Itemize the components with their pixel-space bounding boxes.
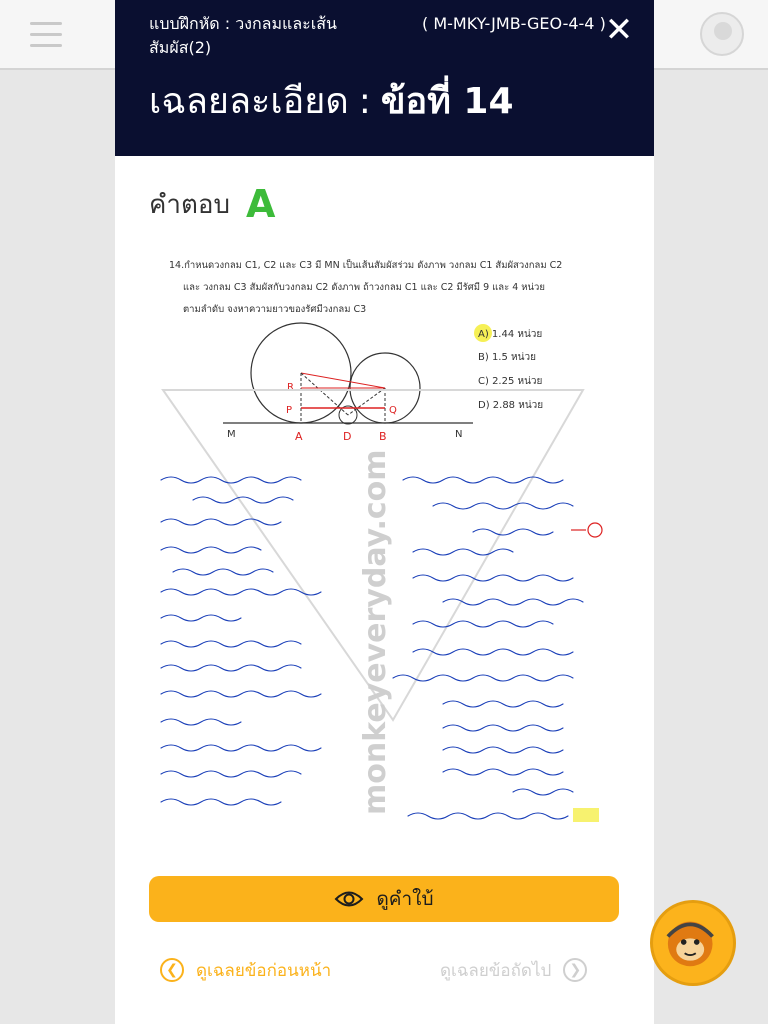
question-line: และ วงกลม C3 สัมผัสกับวงกลม C2 ดังภาพ ถ้าวงกลม C1 และ C2 มีรัศมี 9 และ 4 หน่วย: [183, 282, 545, 293]
answer-row: [149, 180, 275, 228]
point-label: R: [287, 382, 294, 393]
question-line: 14.กำหนดวงกลม C1, C2 และ C3 มี MN เป็นเส้นสัมผัสร่วม ดังภาพ วงกลม C1 สัมผัสวงกลม C2: [169, 260, 563, 271]
monkey-mascot-icon[interactable]: [650, 900, 736, 986]
point-label: D: [343, 430, 352, 443]
point-label: M: [227, 429, 236, 440]
page-title: [149, 78, 514, 126]
chevron-right-icon: ❯: [563, 958, 587, 982]
next-solution-link[interactable]: [440, 954, 587, 986]
eye-icon: [334, 889, 364, 909]
user-avatar[interactable]: [700, 12, 744, 56]
point-label: A: [295, 430, 303, 443]
point-label: B: [379, 430, 387, 443]
point-label: Q: [389, 405, 397, 416]
prev-solution-link[interactable]: [160, 954, 331, 986]
answer-value: A: [246, 182, 276, 226]
question-number: ข้อที่ 14: [380, 81, 514, 122]
exercise-title: แบบฝึกหัด : วงกลมและเส้นสัมผัส(2): [149, 14, 337, 57]
watermark: monkeyeveryday.com: [358, 449, 393, 815]
exercise-code: ( M-MKY-JMB-GEO-4-4 ): [422, 14, 606, 33]
next-solution-label: ดูเฉลยข้อถัดไป: [440, 960, 552, 981]
prev-solution-label: ดูเฉลยข้อก่อนหน้า: [196, 960, 332, 981]
title-separator: :: [358, 81, 371, 122]
solution-image: [153, 240, 623, 840]
hint-button[interactable]: [149, 876, 619, 922]
chevron-left-icon: ❮: [160, 958, 184, 982]
choice-a: A) 1.44 หน่วย: [478, 329, 543, 340]
answer-label: คำตอบ: [149, 189, 230, 220]
point-label: P: [286, 405, 293, 416]
choice-c: C) 2.25 หน่วย: [478, 376, 543, 387]
point-label: N: [455, 429, 463, 440]
choice-b: B) 1.5 หน่วย: [478, 352, 536, 363]
hint-label: ดูคำใบ้: [376, 888, 434, 910]
choice-d: D) 2.88 หน่วย: [478, 400, 544, 411]
modal-header: [115, 0, 654, 156]
solution-modal: [115, 0, 654, 1024]
title-prefix: เฉลยละเอียด: [149, 81, 349, 122]
hamburger-icon[interactable]: [30, 22, 62, 55]
close-icon[interactable]: ✕: [604, 10, 634, 50]
question-line: ตามลำดับ จงหาความยาวของรัศมีวงกลม C3: [183, 304, 367, 315]
